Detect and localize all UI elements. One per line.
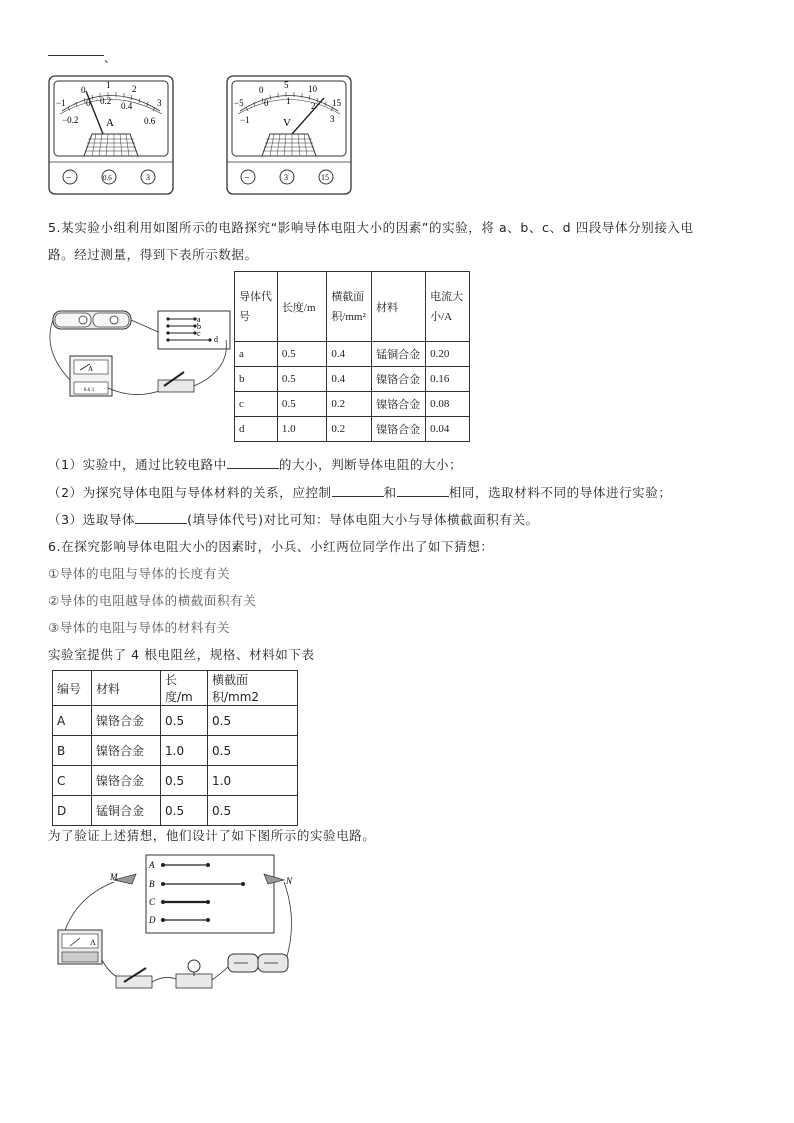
table-cell: 锰铜合金: [372, 342, 426, 367]
answer-blank[interactable]: [397, 484, 449, 497]
table-cell: 镍铬合金: [372, 367, 426, 392]
voltmeter-tick-top: 0: [259, 85, 264, 95]
ammeter-terminal-neg: −: [66, 173, 72, 184]
voltmeter-tick-bottom: 2: [311, 101, 316, 111]
ammeter-unit: A: [106, 117, 114, 129]
table-cell: 锰铜合金: [92, 796, 161, 826]
q5-sub1-text: 的大小，判断导体电阻的大小；: [278, 457, 463, 472]
table-cell: A: [53, 706, 92, 736]
q5-line1: 5.某实验小组利用如图所示的电路探究“影响导体电阻大小的因素”的实验，将 a、b、c、d 四段导体分别接入电: [48, 220, 694, 235]
table-cell: 0.5: [277, 392, 326, 417]
table-cell: C: [53, 766, 92, 796]
table-row: [53, 706, 298, 736]
table-cell: 1.0: [277, 417, 326, 442]
table-header: 长度/m: [277, 272, 326, 342]
voltmeter-tick-top: 15: [332, 98, 341, 108]
table-cell: 0.16: [426, 367, 470, 392]
q6-clip-label-n: N: [286, 876, 293, 886]
voltmeter-terminal-15: 15: [321, 173, 329, 182]
q6-guess-2: ②导体的电阻越导体的横截面积有关: [48, 593, 257, 608]
table-cell: 0.5: [208, 736, 298, 766]
q5-sub2-text: 和: [383, 485, 397, 500]
table-cell: 1.0: [208, 766, 298, 796]
q6-circuit-figure: [48, 850, 308, 998]
q5-sub2-text: 相同，选取材料不同的导体进行实验；: [448, 485, 672, 500]
table-row: [53, 736, 298, 766]
table-header-row: [53, 671, 298, 706]
voltmeter-tick-top: 5: [284, 80, 289, 90]
table-cell: 0.5: [161, 766, 208, 796]
voltmeter-tick-bottom: 3: [330, 114, 335, 124]
table-row: [53, 766, 298, 796]
table-header: 横截面积/mm²: [327, 272, 372, 342]
table-cell: 0.5: [277, 367, 326, 392]
table-row: [235, 367, 470, 392]
table-cell: d: [235, 417, 278, 442]
q6-lab-text: 实验室提供了 4 根电阻丝，规格、材料如下表: [48, 647, 315, 662]
q6-verify-text: 为了验证上述猜想，他们设计了如下图所示的实验电路。: [48, 828, 376, 843]
table-cell: 0.2: [327, 392, 372, 417]
table-cell: 0.5: [208, 706, 298, 736]
q6-wire-table: [52, 670, 298, 826]
ammeter-tick-top: 1: [106, 80, 111, 90]
q5-sub2: [48, 483, 671, 501]
voltmeter-neg-bottom: −1: [240, 115, 250, 125]
ammeter-terminal-3: 3: [146, 173, 150, 182]
table-header: 导体代号: [235, 272, 278, 342]
table-header: 材料: [92, 671, 161, 706]
q6-guess-1: ①导体的电阻与导体的长度有关: [48, 566, 231, 581]
answer-blank-line: [48, 55, 104, 56]
ammeter-figure: [48, 74, 174, 198]
ammeter-tick-bottom: 0.6: [144, 116, 156, 126]
ammeter-tick-top: 0: [81, 85, 86, 95]
table-row: [53, 796, 298, 826]
voltmeter-unit: V: [283, 117, 291, 129]
q5-circuit-label-a: a: [197, 315, 201, 324]
table-cell: 1.0: [161, 736, 208, 766]
q5-data-table: [234, 271, 470, 442]
ammeter-tick-bottom: 0.4: [121, 101, 133, 111]
q5-sub3: [48, 510, 539, 528]
q5-sub1: [48, 455, 462, 473]
voltmeter-tick-top: 10: [308, 84, 317, 94]
answer-blank[interactable]: [227, 456, 279, 469]
q5-sub3-text: （3）选取导体: [48, 512, 136, 527]
q5-sub1-text: （1）实验中，通过比较电路中: [48, 457, 227, 472]
table-cell: 镍铬合金: [372, 392, 426, 417]
ammeter-terminal-06: 0.6: [103, 174, 112, 182]
table-header: 横截面积/mm2: [208, 671, 298, 706]
top-punctuation: 、: [104, 51, 117, 65]
table-cell: 镍铬合金: [92, 706, 161, 736]
table-cell: 0.4: [327, 342, 372, 367]
table-header-row: [235, 272, 470, 342]
table-cell: 0.5: [161, 706, 208, 736]
voltmeter-neg-top: −5: [234, 98, 244, 108]
table-cell: c: [235, 392, 278, 417]
table-cell: 0.5: [277, 342, 326, 367]
q6-meter-label: A: [90, 938, 96, 947]
table-cell: 0.08: [426, 392, 470, 417]
table-cell: 0.4: [327, 367, 372, 392]
svg-text:· 0.6 3: · 0.6 3: [81, 388, 94, 393]
q5-circuit-label-c: c: [197, 329, 201, 338]
ammeter-tick-bottom: 0.2: [100, 96, 112, 106]
answer-blank[interactable]: [135, 511, 187, 524]
table-row: [235, 417, 470, 442]
table-cell: B: [53, 736, 92, 766]
table-cell: a: [235, 342, 278, 367]
ammeter-tick-bottom: 0: [86, 98, 91, 108]
svg-text:A: A: [88, 365, 94, 373]
q5-circuit-label-d: d: [214, 335, 218, 344]
voltmeter-tick-bottom: 0: [264, 98, 269, 108]
table-cell: 0.5: [208, 796, 298, 826]
table-cell: 镍铬合金: [372, 417, 426, 442]
table-cell: 0.04: [426, 417, 470, 442]
ammeter-tick-top: 3: [157, 98, 162, 108]
table-header: 长度/m: [161, 671, 208, 706]
q6-circuit-label-b: B: [149, 879, 155, 889]
table-row: [235, 342, 470, 367]
ammeter-neg-bottom: −0.2: [62, 115, 79, 125]
table-cell: D: [53, 796, 92, 826]
voltmeter-figure: [226, 74, 352, 198]
q6-guess-3: ③导体的电阻与导体的材料有关: [48, 620, 231, 635]
ammeter-tick-top: 2: [132, 84, 137, 94]
q6-circuit-label-d: D: [149, 915, 156, 925]
table-cell: b: [235, 367, 278, 392]
voltmeter-tick-bottom: 1: [286, 96, 291, 106]
q6-circuit-label-a: A: [149, 860, 155, 870]
q5-sub3-text: (填导体代号)对比可知：导体电阻大小与导体横截面积有关。: [187, 512, 539, 527]
table-cell: 镍铬合金: [92, 766, 161, 796]
q6-circuit-label-c: C: [149, 897, 156, 907]
table-cell: 镍铬合金: [92, 736, 161, 766]
table-row: [235, 392, 470, 417]
q5-circuit-label-b: b: [197, 322, 201, 331]
q6-intro: 6.在探究影响导体电阻大小的因素时，小兵、小红两位同学作出了如下猜想：: [48, 539, 494, 554]
q5-circuit-figure: [40, 300, 235, 405]
q5-sub2-text: （2）为探究导体电阻与导体材料的关系，应控制: [48, 485, 332, 500]
table-cell: 0.2: [327, 417, 372, 442]
voltmeter-terminal-3: 3: [284, 173, 288, 182]
q5-line2: 路。经过测量，得到下表所示数据。: [48, 247, 258, 262]
q6-clip-label-m: M: [110, 872, 118, 882]
table-header: 材料: [372, 272, 426, 342]
voltmeter-terminal-neg: −: [244, 173, 250, 184]
table-header: 电流大小/A: [426, 272, 470, 342]
table-header: 编号: [53, 671, 92, 706]
table-cell: 0.20: [426, 342, 470, 367]
table-cell: 0.5: [161, 796, 208, 826]
answer-blank[interactable]: [332, 484, 384, 497]
ammeter-neg-top: −1: [56, 98, 66, 108]
